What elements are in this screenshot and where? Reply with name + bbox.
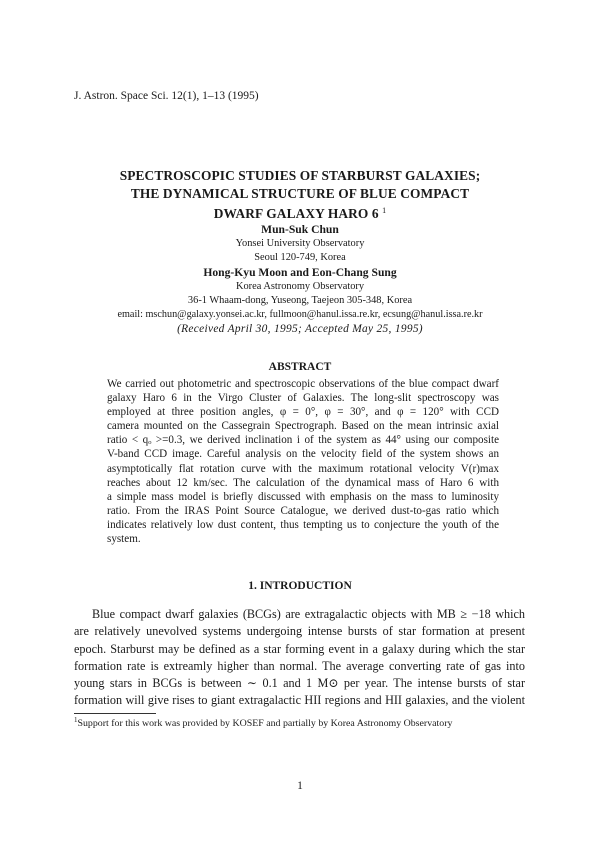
abstract-heading: ABSTRACT: [268, 361, 332, 373]
footnote-text: Support for this work was provided by KOSEF and partially by Korea Astronomy Observatory: [77, 718, 453, 729]
abstract-line: camera mounted on the Cassegrain Spectrograph. Based on the mean intrinsic axial: [107, 420, 499, 433]
paragraph-line: epoch. Starburst may be defined as a star forming event in a galaxy during which the star: [74, 641, 525, 656]
author-block-2: [0, 265, 600, 322]
abstract-line: galaxy Haro 6 in the Virgo Cluster of Galaxies. The long-slit spectroscopy was: [107, 392, 499, 405]
section-heading: 1. INTRODUCTION: [248, 580, 352, 592]
author-block-1: [0, 222, 600, 265]
paragraph-line: are relatively unevolved systems undergoing intense bursts of star formation at present: [74, 624, 525, 639]
abstract-body: [107, 377, 499, 546]
paragraph-line: Blue compact dwarf galaxies (BCGs) are extragalactic objects with MB ≥ −18 which: [92, 607, 525, 621]
title-line-1: SPECTROSCOPIC STUDIES OF STARBURST GALAXIES;: [119, 168, 481, 183]
affiliation-address: Seoul 120-749, Korea: [254, 252, 346, 263]
affiliation-address: 36-1 Whaam-dong, Yuseong, Taejeon 305-348, Korea: [187, 295, 413, 306]
paragraph-line: formation will give rises to giant extragalactic HII regions and HII galaxies, and the violent: [74, 693, 525, 708]
email-line: email: mschun@galaxy.yonsei.ac.kr, fullmoon@hanul.issa.re.kr, ecsung@hanul.issa.re.kr: [117, 309, 483, 320]
abstract-line: employed at three position angles, φ = 0°, φ = 30°, and φ = 120° with CCD: [107, 406, 499, 419]
abstract-line: indicates relatively low dust content, thus tempting us to conjecture the youth of the: [107, 518, 499, 531]
footnote-rule: [74, 713, 156, 714]
paragraph-line: young stars in BCGs is between ∼ 0.1 and 1 M⊙ per year. The intense bursts of star: [74, 676, 525, 691]
footnote-mark: 1: [74, 716, 78, 724]
abstract-line: We carried out photometric and spectroscopic observations of the blue compact dwarf: [107, 378, 499, 390]
abstract-line: system.: [107, 533, 141, 546]
abstract-line: ratio. From the IRAS Point Source Catalogue, we derived dust-to-gas ratio which: [107, 504, 499, 517]
author-name: Hong-Kyu Moon and Eon-Chang Sung: [203, 266, 397, 279]
affiliation-line: Yonsei University Observatory: [235, 238, 365, 249]
abstract-line: ratio < qₒ >=0.3, we derived inclination i of the system as 44° using our composite: [107, 434, 499, 447]
abstract-line: V-band CCD image. Careful analysis on the velocity field of the system shows an: [107, 448, 499, 461]
introduction-text: [74, 606, 525, 710]
abstract-line: a simple mass model is briefly discussed with emphasis on the mass to luminosity: [107, 490, 499, 503]
paper-title: [0, 167, 600, 223]
abstract-line: asymptotically flat rotation curve with the maximum rotational velocity V(r)max: [107, 462, 499, 475]
page-number: 1: [297, 780, 303, 792]
title-line-3-text: DWARF GALAXY HARO 6: [213, 206, 379, 221]
paragraph-line: formation rate is extreamly higher than normal. The average converting rate of gas into: [74, 658, 525, 673]
affiliation-line: Korea Astronomy Observatory: [235, 281, 365, 292]
title-line-2: THE DYNAMICAL STRUCTURE OF BLUE COMPACT: [130, 185, 470, 201]
received-dates: (Received April 30, 1995; Accepted May 25, 1995): [177, 323, 423, 335]
abstract-line: reaches about 12 km/sec. The calculation of the dynamical mass of Haro 6 with: [107, 476, 499, 489]
title-line-3: [0, 202, 600, 223]
footnote: [74, 716, 452, 729]
author-name: Mun-Suk Chun: [261, 223, 339, 236]
title-footnote-mark: 1: [382, 206, 387, 215]
journal-reference: J. Astron. Space Sci. 12(1), 1–13 (1995): [74, 90, 259, 102]
